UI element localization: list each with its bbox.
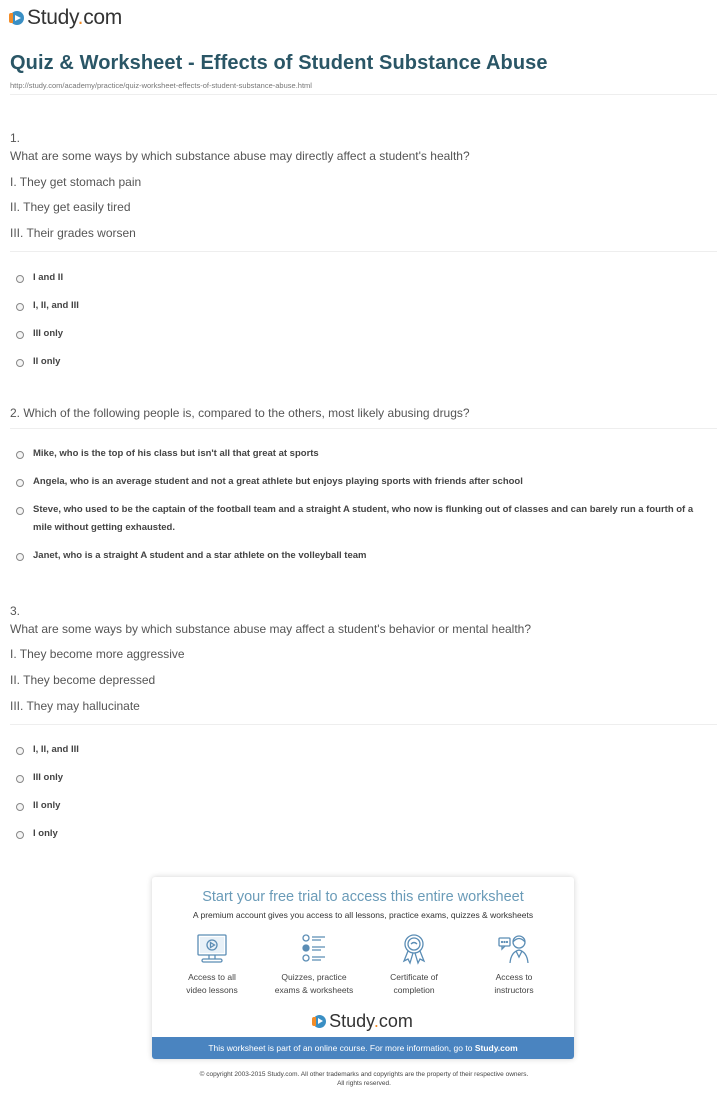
feature-instructors [464, 933, 564, 997]
divider [10, 724, 717, 725]
feature-certificate [364, 933, 464, 997]
feature-label: Access to instructors [494, 972, 534, 995]
radio-button[interactable] [16, 479, 24, 487]
question-1-statement: I. They get stomach pain [10, 175, 142, 189]
course-info-bar: This worksheet is part of an online course. For more information, go to Study.com [152, 1037, 574, 1059]
copyright-footer: © copyright 2003-2015 Study.com. All other trademarks and copyrights are the property of their respective owners. All rights reserved. [199, 1071, 529, 1087]
feature-label: Certificate of completion [390, 972, 438, 995]
feature-quizzes [264, 933, 364, 997]
question-1-statement: II. They get easily tired [10, 200, 131, 214]
study-com-link[interactable]: Study.com [474, 1043, 518, 1053]
instructor-chat-icon [497, 933, 531, 965]
quiz-list-icon [297, 933, 331, 965]
feature-label: Quizzes, practice exams & worksheets [274, 972, 354, 995]
question-3-statement: II. They become depressed [10, 673, 156, 687]
question-1-option[interactable]: III only [16, 329, 63, 343]
question-1-statement: III. Their grades worsen [10, 226, 136, 240]
feature-video-lessons [162, 933, 262, 997]
radio-button[interactable] [16, 359, 24, 367]
question-1-option[interactable]: I, II, and III [16, 301, 79, 315]
certificate-ribbon-icon [397, 933, 431, 965]
play-icon [313, 1015, 326, 1028]
page-title: Quiz & Worksheet - Effects of Student Substance Abuse [10, 52, 548, 74]
question-1-number: 1. [10, 131, 21, 145]
radio-button[interactable] [16, 451, 24, 459]
video-monitor-icon [195, 933, 229, 965]
question-2-option[interactable]: Steve, who used to be the captain of the football team and a straight A student, who now is flunking out of classes and can barely run a fourth of a mile without getting exhausted. [16, 505, 706, 537]
question-3-option[interactable]: I, II, and III [16, 745, 79, 759]
question-2-option[interactable]: Janet, who is a straight A student and a star athlete on the volleyball team [16, 551, 366, 565]
question-3-option[interactable]: II only [16, 801, 60, 815]
free-trial-promo [152, 877, 574, 1059]
radio-button[interactable] [16, 831, 24, 839]
promo-subheading: A premium account gives you access to all lessons, practice exams, quizzes & worksheets [192, 910, 534, 920]
question-2-text: 2. Which of the following people is, compared to the others, most likely abusing drugs? [10, 406, 470, 420]
question-1-text: What are some ways by which substance abuse may directly affect a student's health? [10, 149, 470, 163]
question-3-statement: I. They become more aggressive [10, 647, 185, 661]
question-3-option[interactable]: I only [16, 829, 58, 843]
question-3-text: What are some ways by which substance abuse may affect a student's behavior or mental health? [10, 622, 532, 636]
radio-button[interactable] [16, 775, 24, 783]
radio-button[interactable] [16, 803, 24, 811]
page-url[interactable]: http://study.com/academy/practice/quiz-worksheet-effects-of-student-substance-abuse.html [10, 81, 312, 90]
radio-button[interactable] [16, 303, 24, 311]
question-3-statement: III. They may hallucinate [10, 699, 140, 713]
study-com-logo-footer[interactable] [152, 1011, 574, 1032]
divider [10, 428, 717, 429]
radio-button[interactable] [16, 331, 24, 339]
radio-button[interactable] [16, 553, 24, 561]
logo-wordmark: Study.com [329, 1011, 413, 1031]
question-3-option[interactable]: III only [16, 773, 63, 787]
play-icon [10, 11, 24, 25]
feature-label: Access to all video lessons [186, 972, 238, 995]
logo-wordmark: Study.com [27, 6, 122, 29]
study-com-logo[interactable] [10, 6, 122, 30]
question-3-number: 3. [10, 604, 21, 618]
radio-button[interactable] [16, 275, 24, 283]
radio-button[interactable] [16, 507, 24, 515]
divider [10, 251, 717, 252]
question-1-option[interactable]: I and II [16, 273, 63, 287]
divider [10, 94, 717, 95]
question-2-option[interactable]: Angela, who is an average student and not a great athlete but enjoys playing sports with friends after school [16, 477, 523, 491]
question-2-option[interactable]: Mike, who is the top of his class but isn't all that great at sports [16, 449, 319, 463]
promo-heading: Start your free trial to access this entire worksheet [202, 889, 524, 905]
radio-button[interactable] [16, 747, 24, 755]
question-1-option[interactable]: II only [16, 357, 60, 371]
